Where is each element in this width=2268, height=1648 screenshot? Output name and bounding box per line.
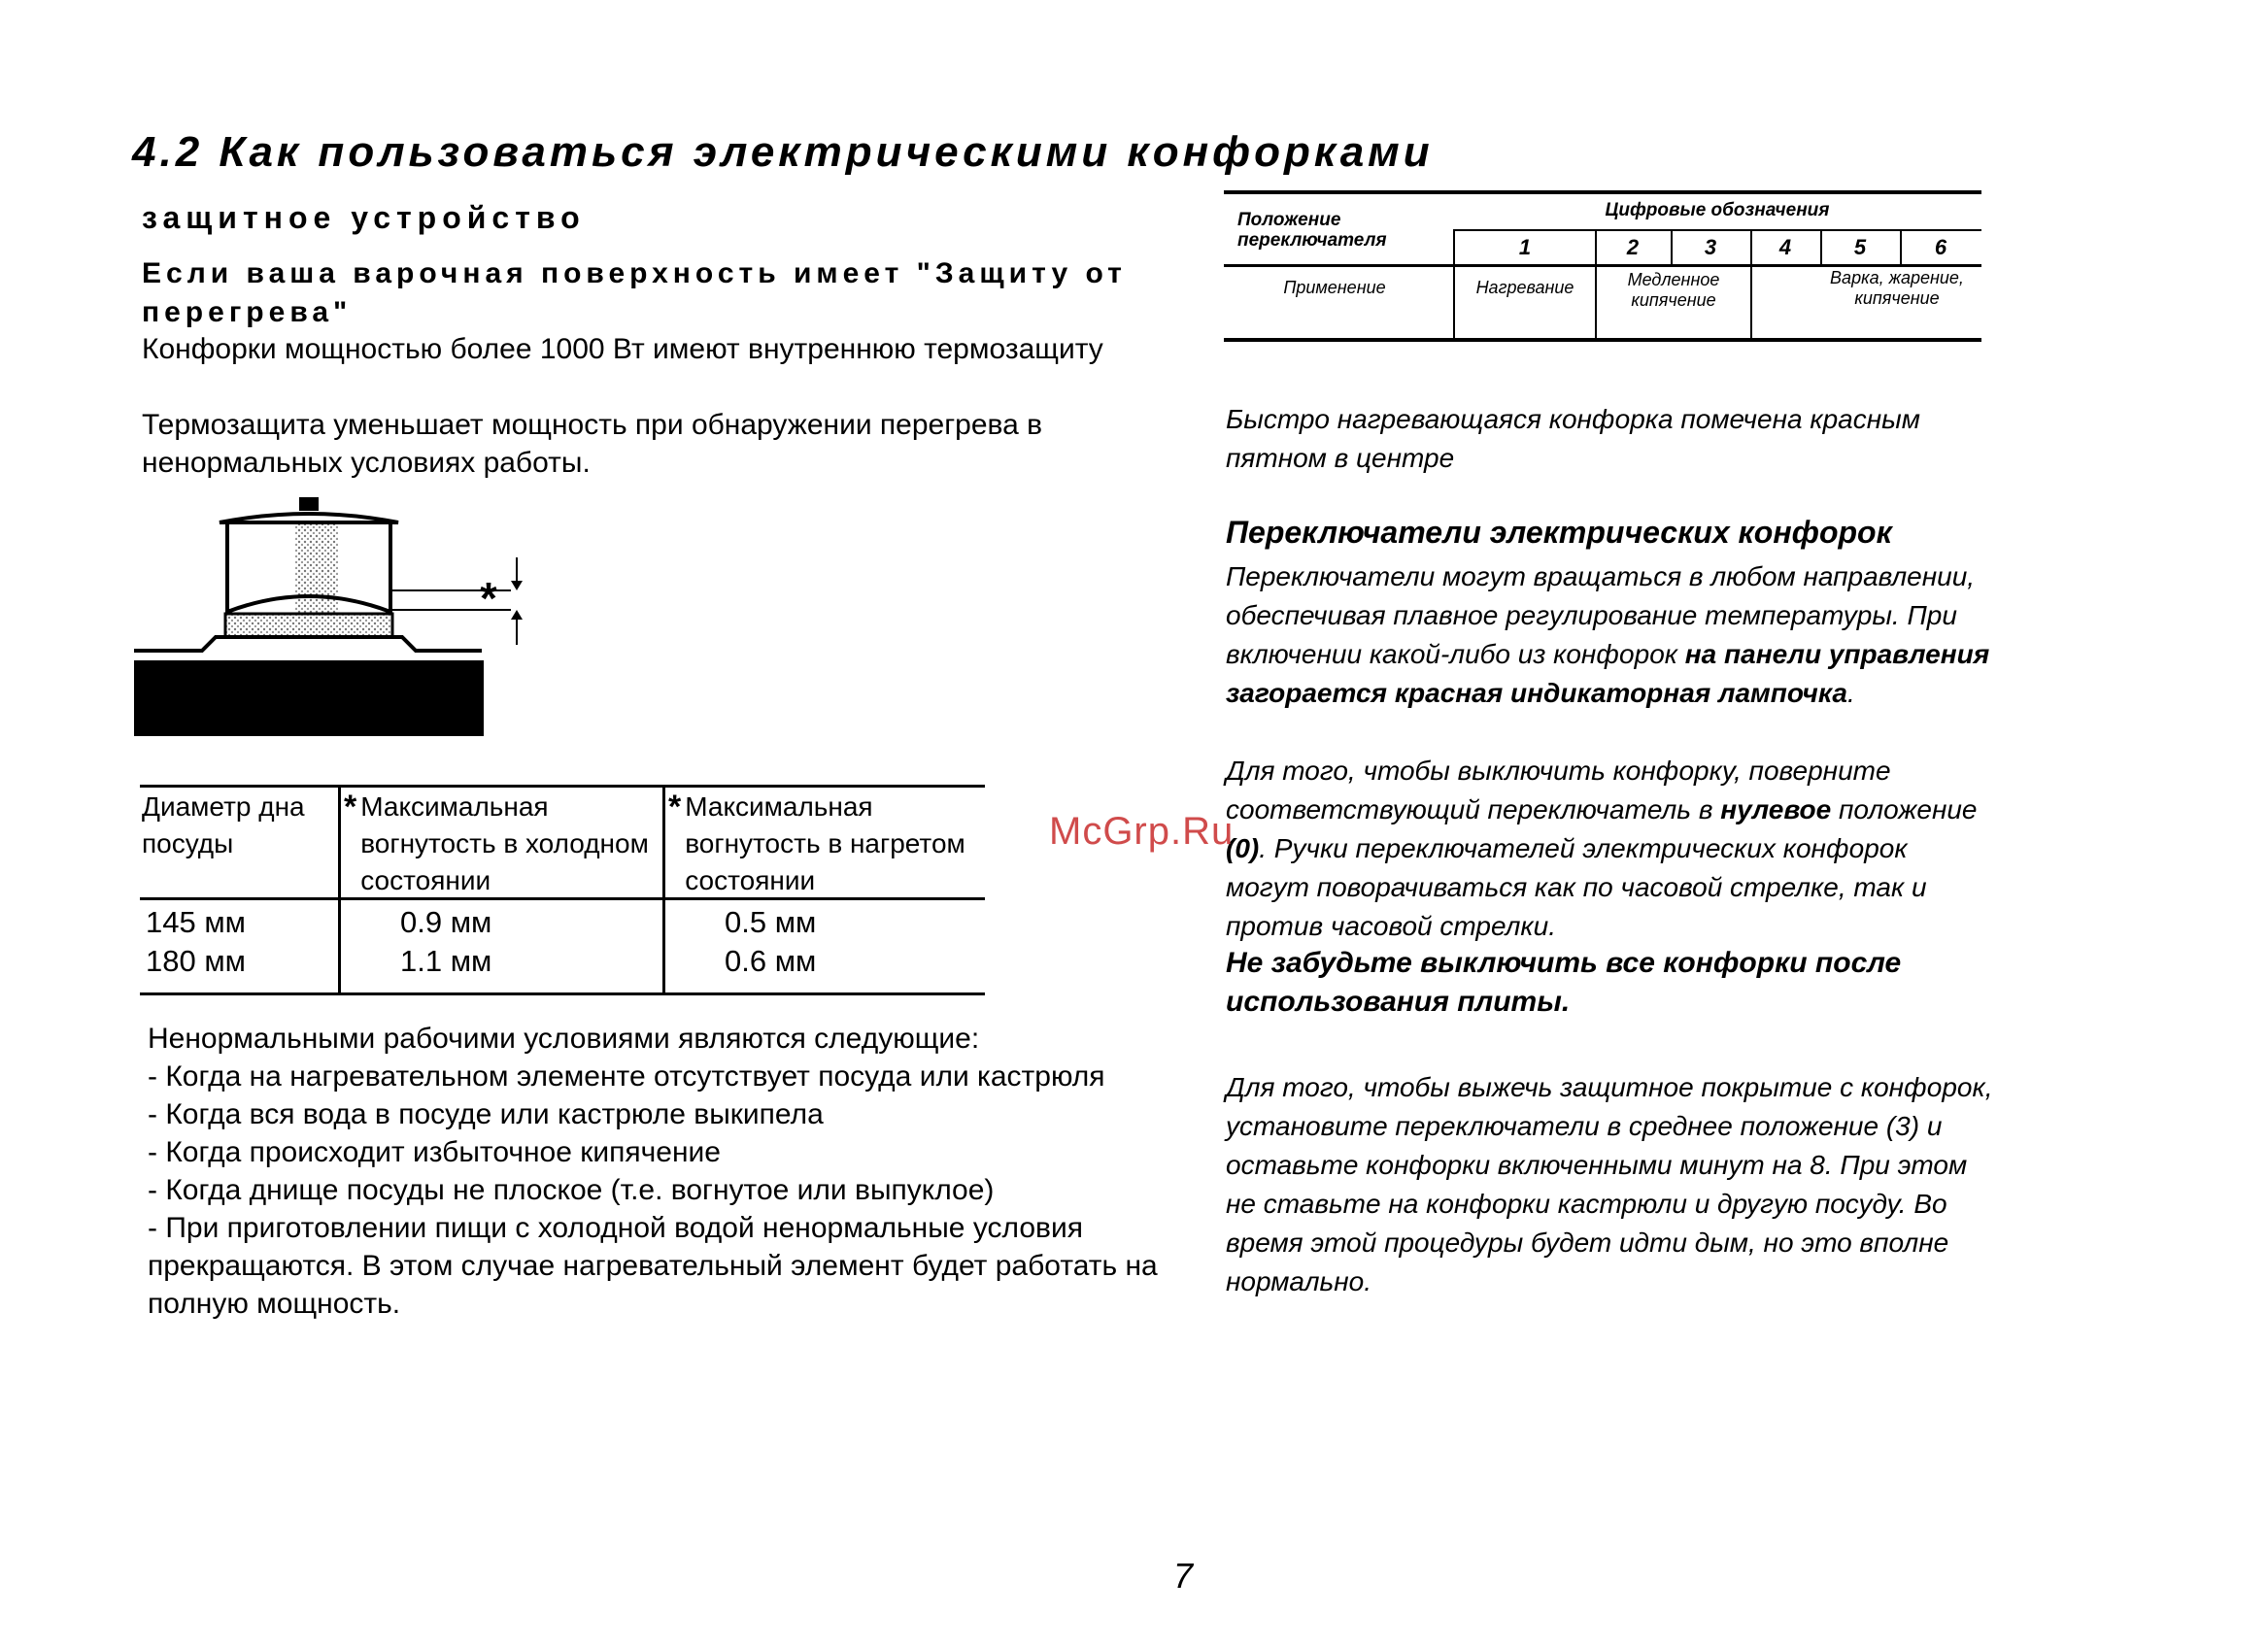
table-cell: 180 мм (146, 944, 246, 978)
burner-plate (225, 614, 392, 637)
intro-paragraph-1: Конфорки мощностью более 1000 Вт имеют внутреннюю термозащиту (142, 333, 1103, 365)
table-cell: 0.9 мм (400, 905, 492, 939)
list-item: - Когда происходит избыточное кипячение (148, 1136, 721, 1168)
page-number: 7 (1173, 1556, 1194, 1596)
section-title: защитное устройство (142, 200, 586, 235)
fast-plate-note: Быстро нагревающаяся конфорка помечена красным пятном в центре (1226, 404, 1920, 473)
pot-contents (295, 524, 338, 627)
switches-paragraph-1 (1226, 557, 1993, 713)
hob-surface (134, 637, 482, 651)
header-hot-text: Максимальная вогнутость в нагретом состоянии (685, 791, 965, 895)
table-cell: 0.6 мм (725, 944, 817, 978)
digital-markings-header: Цифровые обозначения (1605, 200, 1830, 220)
burn-in-note: Для того, чтобы выжечь защитное покрытие с конфорок, установите переключатели в среднее положение (3) и оставьте конфорки включенными минут на 8. При этом не ставьте на конфорки кастрюли и другую посуду. Во время этой процедуры будет идти дым, но это вполне нормально. (1226, 1072, 1993, 1296)
list-item: - Когда днище посуды не плоское (т.е. вогнутое или выпуклое) (148, 1174, 995, 1206)
list-item: - При приготовлении пищи с холодной водой ненормальные условия прекращаются. В этом случае нагревательный элемент будет работать на полную мощность. (148, 1212, 1158, 1320)
usage-cooking: Варка, жарение, кипячение (1830, 268, 1964, 308)
abnormal-conditions (148, 1020, 1168, 1323)
switches-paragraph-2 (1226, 752, 1993, 946)
position-number: 1 (1518, 235, 1532, 259)
position-number: 4 (1778, 235, 1792, 259)
usage-label: Применение (1283, 278, 1386, 297)
position-number: 3 (1704, 235, 1717, 259)
abnormal-intro: Ненормальными рабочими условиями являются следующие: (148, 1023, 980, 1055)
position-number: 5 (1853, 235, 1867, 259)
table-cell: 1.1 мм (400, 944, 492, 978)
table-cell: 145 мм (146, 905, 246, 939)
switches-p1-end: . (1846, 678, 1855, 708)
list-item: - Когда вся вода в посуде или кастрюле выкипела (148, 1098, 824, 1130)
pot-concavity-diagram (134, 493, 523, 736)
watermark: McGrp.Ru (1049, 810, 1235, 853)
subsection-title: Если ваша варочная поверхность имеет "Защиту от перегрева" (142, 257, 1127, 328)
star-marker: * (668, 789, 682, 825)
table-cell: 0.5 мм (725, 905, 817, 939)
switch-positions-table (1224, 190, 1981, 342)
intro-paragraph-2: Термозащита уменьшает мощность при обнаружении перегрева в ненормальных условиях работы. (142, 409, 1043, 479)
switches-p2-text: Для того, чтобы выключить конфорку, поверните соответствующий переключатель в (1226, 756, 1891, 824)
switches-heading: Переключатели электрических конфорок (1226, 515, 1892, 550)
switches-p1-bold: на панели управления загорается красная индикаторная лампочка (1226, 639, 1990, 708)
switches-p2-bold-0: (0) (1226, 833, 1260, 863)
switches-p2-text-2: положение (1831, 794, 1978, 824)
switches-warning: Не забудьте выключить все конфорки после использования плиты. (1226, 947, 1902, 1018)
concavity-marker: * (480, 573, 497, 623)
header-hot (668, 789, 985, 899)
pot-lid (220, 514, 398, 522)
header-diameter: Диаметр дна посуды (142, 791, 305, 858)
position-number: 6 (1934, 235, 1947, 259)
usage-slow-boil: Медленное кипячение (1627, 270, 1720, 310)
switches-p2-text-3: . Ручки переключателей электрических конфорок могут поворачиваться как по часовой стрелке, так и против часовой стрелки. (1226, 833, 1927, 941)
switches-p2-bold-zero: нулевое (1720, 794, 1832, 824)
header-cold-text: Максимальная вогнутость в холодном состоянии (360, 791, 649, 895)
concavity-table (140, 785, 985, 1000)
usage-heating: Нагревание (1475, 278, 1574, 297)
switches-p1-text: Переключатели могут вращаться в любом направлении, обеспечивая плавное регулирование температуры. При включении какой-либо из конфорок (1226, 561, 1976, 669)
switch-position-header: Положение переключателя (1237, 210, 1387, 251)
star-marker: * (344, 789, 357, 825)
position-number: 2 (1626, 235, 1640, 259)
page-title: 4.2 Как пользоваться электрическими конфорками (132, 128, 1434, 176)
header-cold (344, 789, 660, 899)
pot-knob (299, 497, 319, 511)
list-item: - Когда на нагревательном элементе отсутствует посуда или кастрюля (148, 1060, 1105, 1093)
hob-base (134, 660, 484, 736)
